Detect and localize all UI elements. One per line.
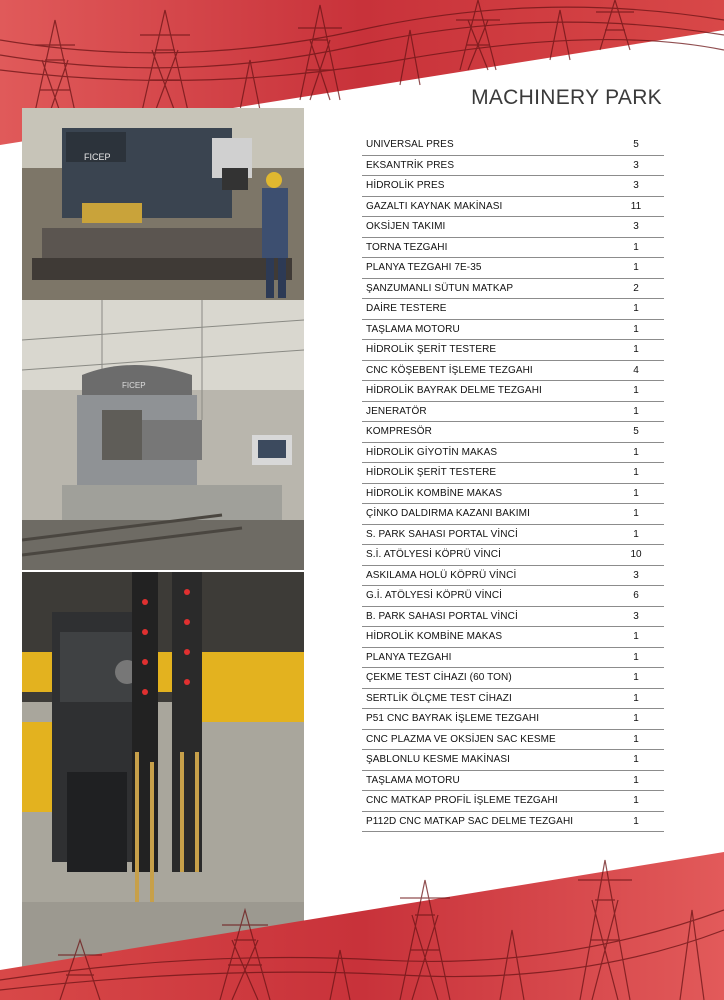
machine-quantity: 6 <box>633 590 639 602</box>
machine-name: SERTLİK ÖLÇME TEST CİHAZI <box>366 692 512 704</box>
machine-quantity: 4 <box>633 364 639 376</box>
table-row <box>362 238 664 259</box>
machine-name: EKSANTRİK PRES <box>366 159 455 171</box>
table-row <box>362 627 664 648</box>
machine-name: HİDROLİK GİYOTİN MAKAS <box>366 446 498 458</box>
machine-quantity: 1 <box>633 303 639 315</box>
svg-text:FICEP: FICEP <box>122 381 146 390</box>
svg-text:FICEP: FICEP <box>84 152 111 162</box>
machine-quantity: 2 <box>633 282 639 294</box>
machine-name: ŞANZUMANLI SÜTUN MATKAP <box>366 282 514 294</box>
machine-quantity: 1 <box>633 241 639 253</box>
transmission-tower-icon <box>0 840 724 1000</box>
table-row <box>362 217 664 238</box>
machine-quantity: 1 <box>633 344 639 356</box>
machinery-table <box>362 135 664 832</box>
ficep-angle-line-photo-icon <box>22 300 304 570</box>
table-row <box>362 197 664 218</box>
machine-name: S. PARK SAHASI PORTAL VİNCİ <box>366 528 518 540</box>
machine-name: ŞABLONLU KESME MAKİNASI <box>366 754 511 766</box>
machine-quantity: 1 <box>633 774 639 786</box>
machine-quantity: 3 <box>633 569 639 581</box>
machine-name: UNIVERSAL PRES <box>366 139 454 151</box>
machine-quantity: 10 <box>630 549 642 561</box>
machine-quantity: 1 <box>633 795 639 807</box>
machine-name: P51 CNC BAYRAK İŞLEME TEZGAHI <box>366 713 540 725</box>
machine-name: HİDROLİK KOMBİNE MAKAS <box>366 631 503 643</box>
table-row <box>362 504 664 525</box>
machine-quantity: 1 <box>633 467 639 479</box>
table-row <box>362 156 664 177</box>
machine-quantity: 3 <box>633 180 639 192</box>
bottom-banner <box>0 840 724 1000</box>
table-row <box>362 381 664 402</box>
machine-quantity: 1 <box>633 508 639 520</box>
machine-name: OKSİJEN TAKIMI <box>366 221 446 233</box>
machine-quantity: 1 <box>633 733 639 745</box>
table-row <box>362 361 664 382</box>
table-row <box>362 279 664 300</box>
machine-name: CNC MATKAP PROFİL İŞLEME TEZGAHI <box>366 795 558 807</box>
machine-name: S.İ. ATÖLYESİ KÖPRÜ VİNCİ <box>366 549 501 561</box>
machine-name: CNC PLAZMA VE OKSİJEN SAC KESME <box>366 733 556 745</box>
machine-quantity: 3 <box>633 159 639 171</box>
machine-quantity: 1 <box>633 754 639 766</box>
machine-quantity: 1 <box>633 446 639 458</box>
machine-quantity: 1 <box>633 815 639 827</box>
machine-name: HİDROLİK PRES <box>366 180 445 192</box>
machine-quantity: 3 <box>633 221 639 233</box>
machine-name: HİDROLİK BAYRAK DELME TEZGAHI <box>366 385 542 397</box>
machine-name: PLANYA TEZGAHI 7E-35 <box>366 262 482 274</box>
photo-ficep-machine <box>22 108 304 300</box>
table-row <box>362 750 664 771</box>
machine-name: B. PARK SAHASI PORTAL VİNCİ <box>366 610 518 622</box>
table-row <box>362 771 664 792</box>
machine-quantity: 1 <box>633 487 639 499</box>
machine-quantity: 1 <box>633 692 639 704</box>
table-row <box>362 484 664 505</box>
machine-quantity: 1 <box>633 631 639 643</box>
machine-name: KOMPRESÖR <box>366 426 432 438</box>
table-row <box>362 689 664 710</box>
table-row <box>362 566 664 587</box>
machine-name: ÇEKME TEST CİHAZI (60 TON) <box>366 672 512 684</box>
machine-name: GAZALTI KAYNAK MAKİNASI <box>366 200 503 212</box>
table-row <box>362 463 664 484</box>
machine-quantity: 1 <box>633 651 639 663</box>
machine-quantity: 1 <box>633 262 639 274</box>
table-row <box>362 402 664 423</box>
machine-quantity: 3 <box>633 610 639 622</box>
machine-name: TORNA TEZGAHI <box>366 241 448 253</box>
machine-name: JENERATÖR <box>366 405 427 417</box>
machine-name: ASKILAMA HOLÜ KÖPRÜ VİNCİ <box>366 569 517 581</box>
table-row <box>362 730 664 751</box>
photo-ficep-angle-line <box>22 300 304 570</box>
machine-quantity: 1 <box>633 672 639 684</box>
machine-name: P112D CNC MATKAP SAC DELME TEZGAHI <box>366 815 574 827</box>
machine-name: TAŞLAMA MOTORU <box>366 774 460 786</box>
table-row <box>362 258 664 279</box>
machine-name: HİDROLİK ŞERİT TESTERE <box>366 467 497 479</box>
table-row <box>362 443 664 464</box>
table-row <box>362 135 664 156</box>
table-row <box>362 525 664 546</box>
page-title: MACHINERY PARK <box>471 86 662 109</box>
machine-quantity: 5 <box>633 139 639 151</box>
table-row <box>362 791 664 812</box>
machine-name: CNC KÖŞEBENT İŞLEME TEZGAHI <box>366 364 533 376</box>
machine-quantity: 1 <box>633 405 639 417</box>
machine-name: G.İ. ATÖLYESİ KÖPRÜ VİNCİ <box>366 590 503 602</box>
table-row <box>362 668 664 689</box>
table-row <box>362 340 664 361</box>
table-row <box>362 607 664 628</box>
table-row <box>362 299 664 320</box>
ficep-machine-photo-icon <box>22 108 304 300</box>
machine-name: ÇİNKO DALDIRMA KAZANI BAKIMI <box>366 508 530 520</box>
table-row <box>362 320 664 341</box>
machine-quantity: 11 <box>630 200 642 212</box>
machine-quantity: 5 <box>633 426 639 438</box>
machine-quantity: 1 <box>633 528 639 540</box>
machine-name: TAŞLAMA MOTORU <box>366 323 460 335</box>
machine-name: DAİRE TESTERE <box>366 303 447 315</box>
machine-quantity: 1 <box>633 385 639 397</box>
table-row <box>362 709 664 730</box>
table-row <box>362 422 664 443</box>
table-row <box>362 812 664 833</box>
machine-name: HİDROLİK ŞERİT TESTERE <box>366 344 497 356</box>
table-row <box>362 648 664 669</box>
machine-name: PLANYA TEZGAHI <box>366 651 452 663</box>
table-row <box>362 176 664 197</box>
machine-name: HİDROLİK KOMBİNE MAKAS <box>366 487 503 499</box>
machine-quantity: 1 <box>633 323 639 335</box>
table-row <box>362 545 664 566</box>
table-row <box>362 586 664 607</box>
machine-quantity: 1 <box>633 713 639 725</box>
